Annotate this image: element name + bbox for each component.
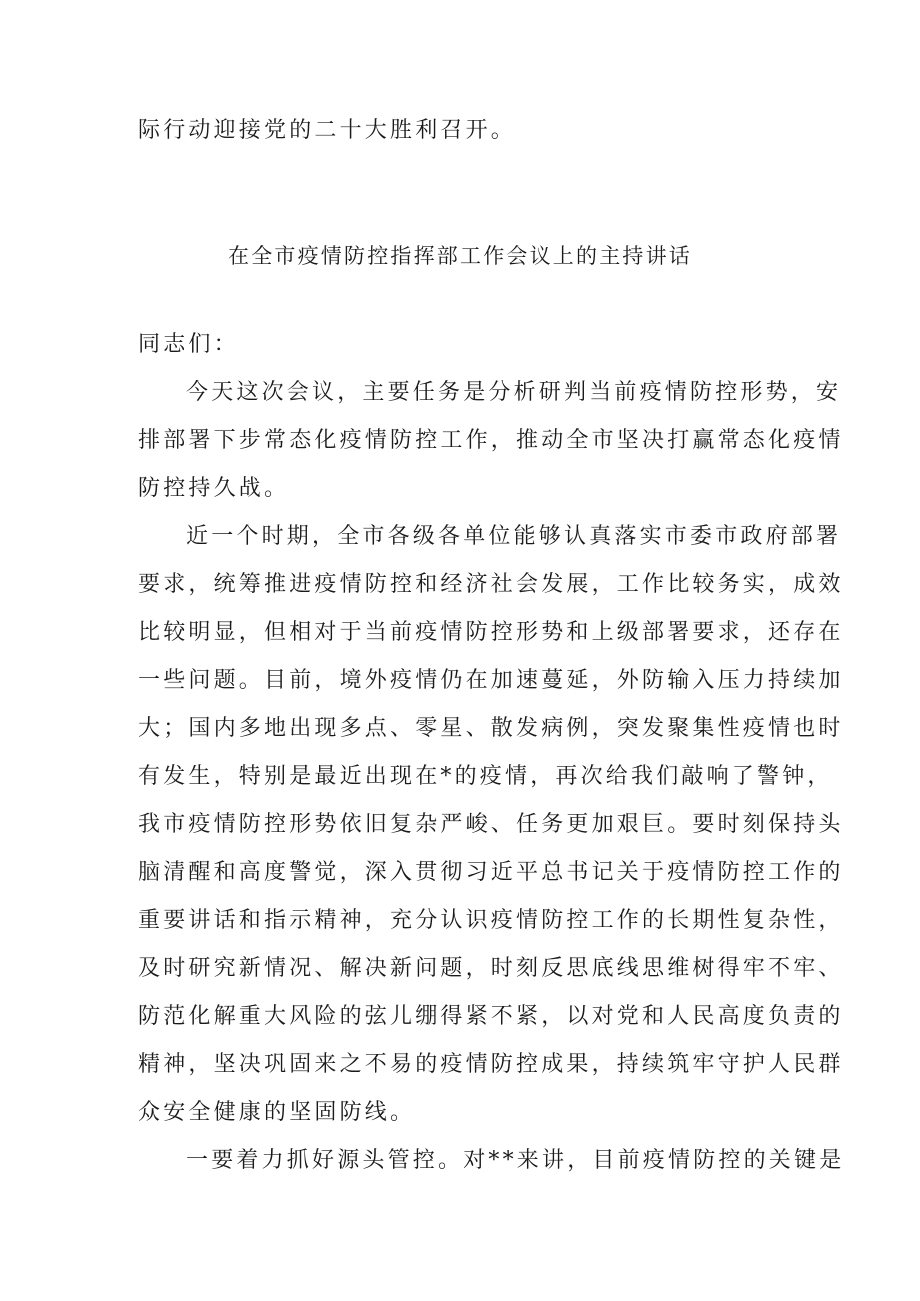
paragraph-line: 一要着力抓好源头管控。对**来讲，目前疫情防控的关键是 (186, 1148, 845, 1173)
paragraph-line: 有发生，特别是最近出现在*的疫情，再次给我们敲响了警钟， (138, 764, 833, 789)
document-title: 在全市疫情防控指挥部工作会议上的主持讲话 (228, 244, 692, 268)
paragraph-line: 比较明显，但相对于当前疫情防控形势和上级部署要求，还存在 (138, 620, 844, 645)
paragraph-line: 今天这次会议，主要任务是分析研判当前疫情防控形势，安 (186, 380, 842, 405)
paragraph-line: 我市疫情防控形势依旧复杂严峻、任务更加艰巨。要时刻保持头 (138, 812, 844, 837)
paragraph-line: 防范化解重大风险的弦儿绷得紧不紧，以对党和人民高度负责的 (138, 1004, 844, 1029)
paragraph-line: 一些问题。目前，境外疫情仍在加速蔓延，外防输入压力持续加 (138, 668, 844, 693)
paragraph-line: 及时研究新情况、解决新问题，时刻反思底线思维树得牢不牢、 (138, 956, 844, 981)
paragraph-line: 排部署下步常态化疫情防控工作，推动全市坚决打赢常态化疫情 (138, 428, 844, 453)
paragraph-line: 近一个时期，全市各级各单位能够认真落实市委市政府部署 (186, 524, 842, 549)
carry-over-line: 际行动迎接党的二十大胜利召开。 (138, 118, 517, 143)
paragraph-line: 重要讲话和指示精神，充分认识疫情防控工作的长期性复杂性， (138, 908, 844, 933)
paragraph-line: 脑清醒和高度警觉，深入贯彻习近平总书记关于疫情防控工作的 (138, 860, 844, 885)
paragraph-line: 要求，统筹推进疫情防控和经济社会发展，工作比较务实，成效 (138, 572, 844, 597)
paragraph-line: 防控持久战。 (138, 476, 290, 501)
paragraph-line: 众安全健康的坚固防线。 (138, 1100, 416, 1125)
paragraph-line: 大；国内多地出现多点、零星、散发病例，突发聚集性疫情也时 (138, 716, 844, 741)
salutation: 同志们： (138, 332, 239, 357)
paragraph-line: 精神，坚决巩固来之不易的疫情防控成果，持续筑牢守护人民群 (138, 1052, 844, 1077)
